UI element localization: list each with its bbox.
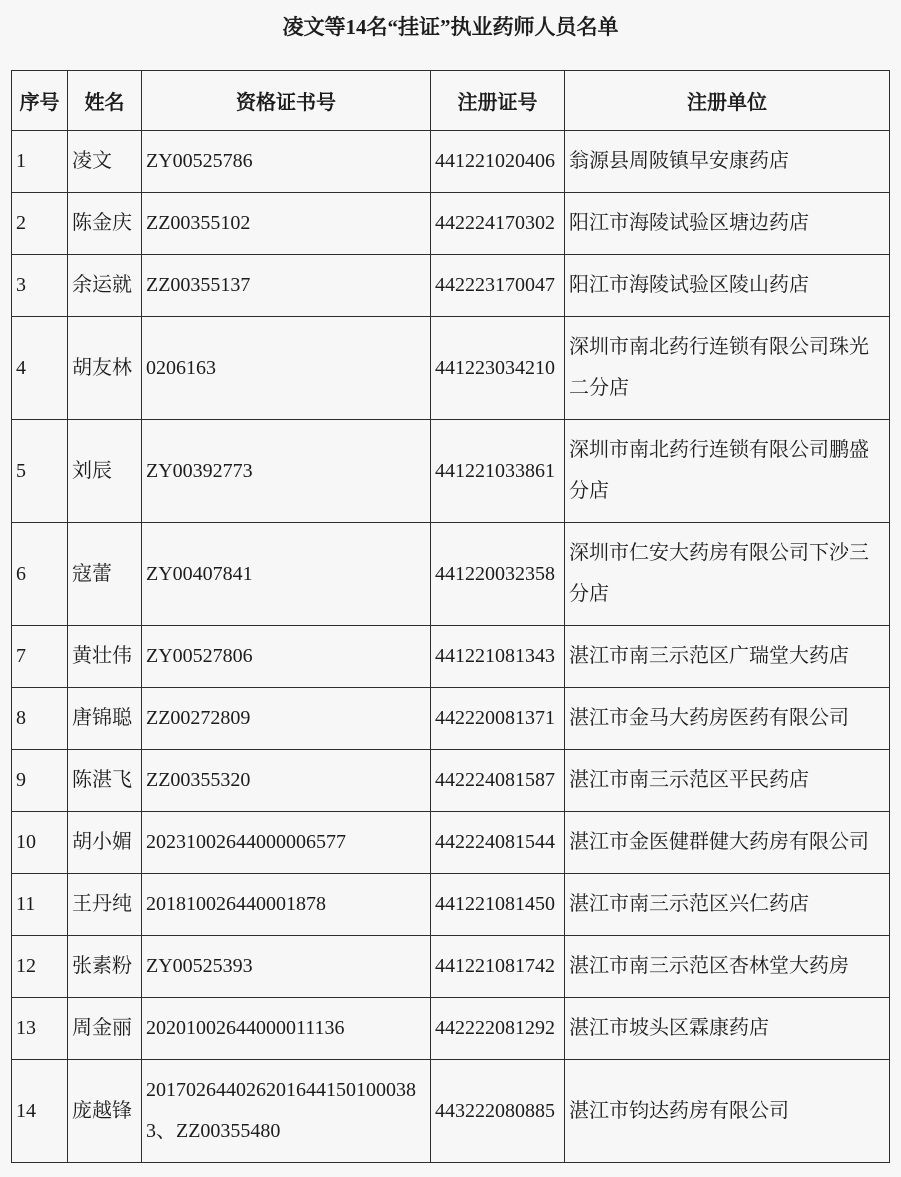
cell-registered-unit: 湛江市坡头区霖康药店 — [565, 998, 890, 1060]
cell-certificate-no: ZY00525786 — [142, 131, 431, 193]
cell-name: 陈湛飞 — [68, 750, 142, 812]
cell-registered-unit: 深圳市仁安大药房有限公司下沙三分店 — [565, 523, 890, 626]
header-registered-unit: 注册单位 — [565, 71, 890, 131]
cell-registered-unit: 湛江市金马大药房医药有限公司 — [565, 688, 890, 750]
cell-registration-no: 442224081587 — [431, 750, 565, 812]
header-registration-no: 注册证号 — [431, 71, 565, 131]
cell-registered-unit: 湛江市南三示范区平民药店 — [565, 750, 890, 812]
cell-registration-no: 441223034210 — [431, 317, 565, 420]
pharmacist-roster-table — [11, 70, 890, 1163]
cell-certificate-no: ZY00525393 — [142, 936, 431, 998]
cell-seq: 9 — [12, 750, 68, 812]
pharmacist-table-body — [12, 131, 890, 1163]
table-row — [12, 523, 890, 626]
cell-registration-no: 441221081742 — [431, 936, 565, 998]
table-row — [12, 812, 890, 874]
cell-certificate-no: ZZ00355137 — [142, 255, 431, 317]
cell-registered-unit: 阳江市海陵试验区陵山药店 — [565, 255, 890, 317]
cell-name: 寇蕾 — [68, 523, 142, 626]
cell-name: 王丹纯 — [68, 874, 142, 936]
cell-certificate-no: 2017026440262016441501000383、ZZ00355480 — [142, 1060, 431, 1163]
cell-certificate-no: 20231002644000006577 — [142, 812, 431, 874]
cell-registration-no: 442222081292 — [431, 998, 565, 1060]
table-row — [12, 255, 890, 317]
cell-seq: 6 — [12, 523, 68, 626]
cell-certificate-no: ZY00392773 — [142, 420, 431, 523]
cell-seq: 10 — [12, 812, 68, 874]
cell-registered-unit: 湛江市南三示范区杏林堂大药房 — [565, 936, 890, 998]
table-row — [12, 317, 890, 420]
cell-registered-unit: 湛江市金医健群健大药房有限公司 — [565, 812, 890, 874]
cell-registered-unit: 翁源县周陂镇早安康药店 — [565, 131, 890, 193]
cell-seq: 12 — [12, 936, 68, 998]
table-row — [12, 936, 890, 998]
cell-registration-no: 442224081544 — [431, 812, 565, 874]
cell-registered-unit: 湛江市钧达药房有限公司 — [565, 1060, 890, 1163]
table-row — [12, 750, 890, 812]
cell-seq: 11 — [12, 874, 68, 936]
cell-seq: 8 — [12, 688, 68, 750]
cell-name: 庞越锋 — [68, 1060, 142, 1163]
cell-registered-unit: 深圳市南北药行连锁有限公司珠光二分店 — [565, 317, 890, 420]
cell-registration-no: 441221033861 — [431, 420, 565, 523]
cell-name: 唐锦聪 — [68, 688, 142, 750]
cell-name: 刘辰 — [68, 420, 142, 523]
cell-certificate-no: ZY00407841 — [142, 523, 431, 626]
cell-certificate-no: 201810026440001878 — [142, 874, 431, 936]
cell-seq: 3 — [12, 255, 68, 317]
table-row — [12, 131, 890, 193]
cell-name: 周金丽 — [68, 998, 142, 1060]
header-seq: 序号 — [12, 71, 68, 131]
table-row — [12, 688, 890, 750]
cell-seq: 14 — [12, 1060, 68, 1163]
table-row — [12, 420, 890, 523]
cell-seq: 5 — [12, 420, 68, 523]
cell-registration-no: 441221081343 — [431, 626, 565, 688]
cell-name: 余运就 — [68, 255, 142, 317]
cell-seq: 1 — [12, 131, 68, 193]
cell-certificate-no: 0206163 — [142, 317, 431, 420]
cell-name: 凌文 — [68, 131, 142, 193]
cell-registration-no: 441220032358 — [431, 523, 565, 626]
cell-registration-no: 443222080885 — [431, 1060, 565, 1163]
cell-registration-no: 442224170302 — [431, 193, 565, 255]
page-title: 凌文等14名“挂证”执业药师人员名单 — [282, 15, 619, 39]
header-row — [12, 71, 890, 131]
table-row — [12, 626, 890, 688]
cell-registered-unit: 湛江市南三示范区兴仁药店 — [565, 874, 890, 936]
cell-registered-unit: 深圳市南北药行连锁有限公司鹏盛分店 — [565, 420, 890, 523]
cell-certificate-no: ZZ00355102 — [142, 193, 431, 255]
cell-seq: 4 — [12, 317, 68, 420]
table-header — [12, 71, 890, 131]
cell-registered-unit: 湛江市南三示范区广瑞堂大药店 — [565, 626, 890, 688]
cell-seq: 2 — [12, 193, 68, 255]
cell-name: 胡小媚 — [68, 812, 142, 874]
cell-registration-no: 441221020406 — [431, 131, 565, 193]
cell-certificate-no: ZY00527806 — [142, 626, 431, 688]
table-row — [12, 874, 890, 936]
cell-certificate-no: ZZ00355320 — [142, 750, 431, 812]
header-certificate-no: 资格证书号 — [142, 71, 431, 131]
cell-name: 陈金庆 — [68, 193, 142, 255]
cell-certificate-no: 20201002644000011136 — [142, 998, 431, 1060]
cell-seq: 13 — [12, 998, 68, 1060]
cell-name: 张素粉 — [68, 936, 142, 998]
cell-certificate-no: ZZ00272809 — [142, 688, 431, 750]
cell-registration-no: 441221081450 — [431, 874, 565, 936]
cell-name: 胡友林 — [68, 317, 142, 420]
header-name: 姓名 — [68, 71, 142, 131]
cell-registration-no: 442223170047 — [431, 255, 565, 317]
table-row — [12, 998, 890, 1060]
cell-registered-unit: 阳江市海陵试验区塘边药店 — [565, 193, 890, 255]
cell-registration-no: 442220081371 — [431, 688, 565, 750]
table-row — [12, 1060, 890, 1163]
table-row — [12, 193, 890, 255]
cell-name: 黄壮伟 — [68, 626, 142, 688]
cell-seq: 7 — [12, 626, 68, 688]
